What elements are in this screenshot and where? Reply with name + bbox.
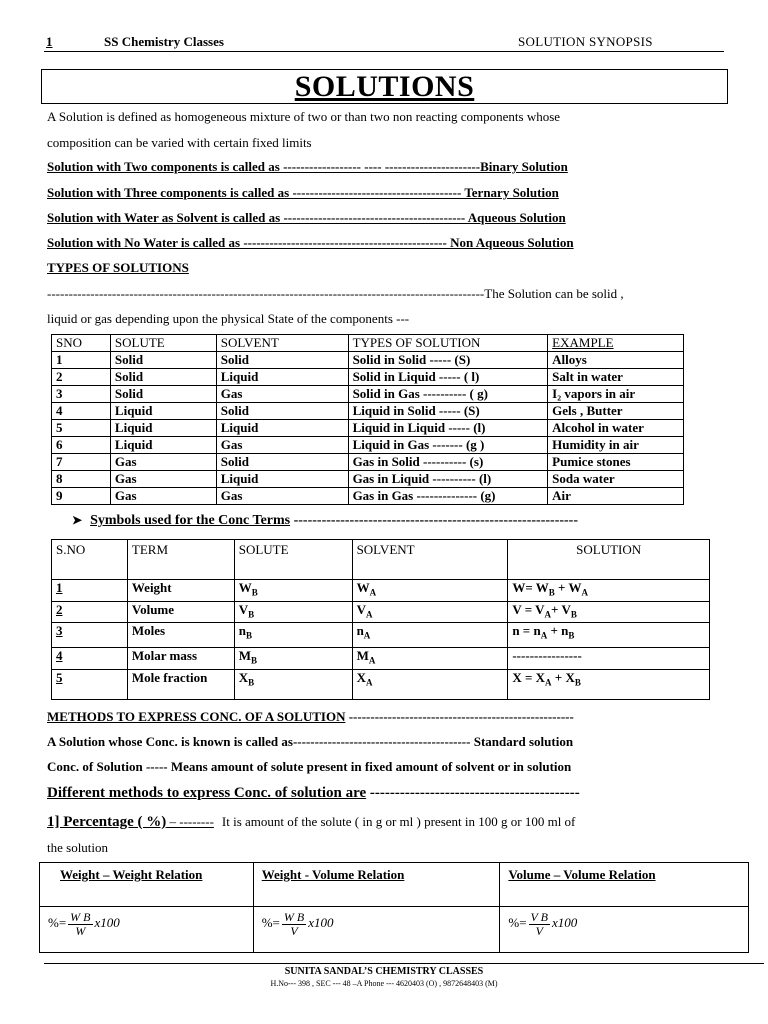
table-cell: Solid <box>216 403 348 420</box>
table-cell: 1 <box>52 352 111 369</box>
fraction-denominator: W <box>75 924 86 938</box>
table-cell: Weight <box>127 580 234 602</box>
table-cell: Soda water <box>548 471 684 488</box>
table-cell: $W= W_B + W_A$ <box>508 580 710 602</box>
table-cell: Alcohol in water <box>548 420 684 437</box>
table-row <box>52 471 684 488</box>
page-title: SOLUTIONS <box>294 70 475 103</box>
symbols-heading <box>72 513 578 529</box>
table-cell: $M_A$ <box>352 648 508 670</box>
table-cell: 4 <box>52 403 111 420</box>
table-row <box>52 403 684 420</box>
table-cell: $n_A$ <box>352 623 508 648</box>
table-header-row <box>40 863 749 907</box>
symbols-heading-label: Symbols used for the Conc Terms <box>90 513 291 528</box>
table-cell: 3 <box>52 386 111 403</box>
standard-solution-line: A Solution whose Conc. is known is called as----------------------------------------- Standard solution <box>47 734 574 749</box>
table-cell: Liquid <box>216 420 348 437</box>
fraction-numerator: W B <box>70 910 91 924</box>
formula-prefix: %= <box>261 915 280 931</box>
formula-cell <box>40 907 254 953</box>
table-cell: Solid <box>110 386 216 403</box>
table-cell: I₂ vapors in air <box>548 386 684 403</box>
table-cell: $X = X_A + X_B$ <box>508 669 710 699</box>
table-cell: ---------------- <box>508 648 710 670</box>
table-cell: $X_B$ <box>234 669 352 699</box>
fraction-denominator: V <box>290 924 298 938</box>
table-cell: Mole fraction <box>127 669 234 699</box>
definition-line-2: composition can be varied with certain fixed limits <box>47 135 312 150</box>
definition-non-aqueous: Solution with No Water is called as ----------------------------------------------- Non Aqueous Solution <box>47 235 574 250</box>
header-right-title: SOLUTION SYNOPSIS <box>518 34 653 49</box>
table-cell: $W_B$ <box>234 580 352 602</box>
table-cell: Liquid <box>216 369 348 386</box>
table-cell: 2 <box>52 601 128 623</box>
fraction-numerator: V B <box>530 910 548 924</box>
fraction-numerator: W B <box>283 910 305 924</box>
table-row <box>40 907 749 953</box>
table-cell: Liquid <box>110 403 216 420</box>
table-row <box>52 580 710 602</box>
formula-cell <box>253 907 500 953</box>
different-methods-dashes: ------------------------------------------ <box>366 785 580 801</box>
table-row <box>52 352 684 369</box>
footer-contact: H.No--- 398 , SEC --- 48 –A Phone --- 4620403 (O) , 9872648403 (M) <box>270 979 498 988</box>
table-cell: Solid in Gas ---------- ( g) <box>348 386 548 403</box>
column-header: SNO <box>52 335 111 352</box>
table-cell: Gels , Butter <box>548 403 684 420</box>
arrow-bullet-icon: ➤ <box>72 513 83 527</box>
formula-prefix: %= <box>508 915 527 931</box>
percentage-label: 1] Percentage ( %) <box>47 814 167 830</box>
table-cell: $n = n_A + n_B$ <box>508 623 710 648</box>
table-cell: 1 <box>52 580 128 602</box>
header-rule <box>44 51 724 52</box>
table-cell: Gas in Gas -------------- (g) <box>348 488 548 505</box>
table-cell: Volume <box>127 601 234 623</box>
column-header: SOLUTE <box>234 540 352 580</box>
formula-suffix: x100 <box>551 915 578 931</box>
table-cell: Solid <box>216 454 348 471</box>
definition-aqueous: Solution with Water as Solvent is called as ------------------------------------------ Aqueous Solution <box>47 210 566 225</box>
column-header: Weight - Volume Relation <box>253 863 500 907</box>
types-intro-line-2: liquid or gas depending upon the physical State of the components --- <box>47 311 410 326</box>
column-header: TERM <box>127 540 234 580</box>
table-cell: Moles <box>127 623 234 648</box>
definition-ternary: Solution with Three components is called as --------------------------------------- Ternary Solution <box>47 185 559 200</box>
table-row <box>52 420 684 437</box>
table-cell: Humidity in air <box>548 437 684 454</box>
column-header: Volume – Volume Relation <box>500 863 749 907</box>
table-cell: Liquid <box>216 471 348 488</box>
fraction-denominator: V <box>535 924 543 938</box>
table-cell: 8 <box>52 471 111 488</box>
percentage-formula <box>261 910 334 938</box>
table-cell: Gas <box>216 386 348 403</box>
table-cell: Gas <box>110 488 216 505</box>
table-cell: Solid in Liquid ----- ( l) <box>348 369 548 386</box>
table-cell: 5 <box>52 420 111 437</box>
fraction <box>282 911 306 938</box>
table-cell: Gas <box>216 488 348 505</box>
table-cell: Molar mass <box>127 648 234 670</box>
definition-binary: Solution with Two components is called as ------------------ ---- ----------------------Binary Solution <box>47 159 568 174</box>
footer-title: SUNITA SANDAL’S CHEMISTRY CLASSES <box>284 966 484 977</box>
types-of-solution-table <box>51 334 684 505</box>
table-row <box>52 648 710 670</box>
table-cell: Salt in water <box>548 369 684 386</box>
types-intro-line-1 <box>47 286 624 302</box>
table-row <box>52 488 684 505</box>
column-header: SOLUTE <box>110 335 216 352</box>
percentage-formula <box>48 910 120 938</box>
table-cell: Liquid in Liquid ----- (l) <box>348 420 548 437</box>
definition-line-1: A Solution is defined as homogeneous mixture of two or than two non reacting components whose <box>47 109 561 124</box>
formula-suffix: x100 <box>94 915 120 931</box>
table-cell: $V_A$ <box>352 601 508 623</box>
types-heading: TYPES OF SOLUTIONS <box>47 260 189 275</box>
table-cell: $V = V_A+ V_B$ <box>508 601 710 623</box>
table-cell: 7 <box>52 454 111 471</box>
table-cell: Solid <box>216 352 348 369</box>
column-header: EXAMPLE <box>548 335 684 352</box>
methods-heading <box>47 709 574 725</box>
table-row <box>52 369 684 386</box>
table-cell: Solid in Solid ----- (S) <box>348 352 548 369</box>
table-cell: 5 <box>52 669 128 699</box>
table-cell: Solid <box>110 352 216 369</box>
fraction <box>68 911 92 938</box>
footer-rule <box>44 963 764 964</box>
column-header: S.NO <box>52 540 128 580</box>
table-header-row <box>52 540 710 580</box>
column-header: SOLVENT <box>352 540 508 580</box>
table-cell: $X_A$ <box>352 669 508 699</box>
methods-heading-dashes: ---------------------------------------------------- <box>345 709 574 724</box>
formula-cell <box>500 907 749 953</box>
percentage-dashes: – -------- <box>166 814 214 829</box>
table-cell: Pumice stones <box>548 454 684 471</box>
column-header: SOLVENT <box>216 335 348 352</box>
percentage-line <box>47 814 575 831</box>
table-cell: 4 <box>52 648 128 670</box>
title-box <box>41 69 728 104</box>
different-methods-line <box>47 785 580 802</box>
column-header: Weight – Weight Relation <box>40 863 254 907</box>
table-cell: Solid <box>110 369 216 386</box>
table-row <box>52 386 684 403</box>
types-intro-dashes: ----------------------------------------------------------------------------------------------------- <box>47 286 485 301</box>
table-cell: 2 <box>52 369 111 386</box>
table-cell: Gas <box>110 471 216 488</box>
table-cell: Alloys <box>548 352 684 369</box>
table-cell: $M_B$ <box>234 648 352 670</box>
table-cell: Gas <box>110 454 216 471</box>
methods-heading-label: METHODS TO EXPRESS CONC. OF A SOLUTION <box>47 709 346 724</box>
formula-prefix: %= <box>48 915 67 931</box>
page-number: 1 <box>46 34 53 49</box>
table-row <box>52 437 684 454</box>
table-cell: Liquid <box>110 437 216 454</box>
types-intro-text: The Solution can be solid , <box>484 286 624 301</box>
conc-terms-table <box>51 539 710 700</box>
table-cell: $n_B$ <box>234 623 352 648</box>
symbols-heading-dashes: ------------------------------------------------------------- <box>290 513 578 528</box>
table-cell: 9 <box>52 488 111 505</box>
percentage-formula <box>508 910 578 938</box>
percentage-relations-table <box>39 862 749 953</box>
table-cell: $W_A$ <box>352 580 508 602</box>
table-cell: Liquid in Gas ------- (g ) <box>348 437 548 454</box>
percentage-line-2: the solution <box>47 840 109 855</box>
table-row <box>52 601 710 623</box>
table-cell: Gas <box>216 437 348 454</box>
table-cell: Gas in Liquid ---------- (l) <box>348 471 548 488</box>
table-row <box>52 454 684 471</box>
percentage-text: It is amount of the solute ( in g or ml ) present in 100 g or 100 ml of <box>221 814 576 829</box>
different-methods-label: Different methods to express Conc. of solution are <box>47 785 367 801</box>
table-cell: Liquid <box>110 420 216 437</box>
header-left-title: SS Chemistry Classes <box>104 34 224 49</box>
table-cell: 3 <box>52 623 128 648</box>
column-header: TYPES OF SOLUTION <box>348 335 548 352</box>
table-row <box>52 669 710 699</box>
table-cell: Gas in Solid ---------- (s) <box>348 454 548 471</box>
table-cell: Air <box>548 488 684 505</box>
formula-suffix: x100 <box>308 915 334 931</box>
column-header: SOLUTION <box>508 540 710 580</box>
table-header-row <box>52 335 684 352</box>
table-cell: 6 <box>52 437 111 454</box>
table-cell: Liquid in Solid ----- (S) <box>348 403 548 420</box>
fraction <box>529 911 550 938</box>
table-cell: $V_B$ <box>234 601 352 623</box>
table-row <box>52 623 710 648</box>
conc-definition-line: Conc. of Solution ----- Means amount of solute present in fixed amount of solvent or in solution <box>47 759 572 774</box>
